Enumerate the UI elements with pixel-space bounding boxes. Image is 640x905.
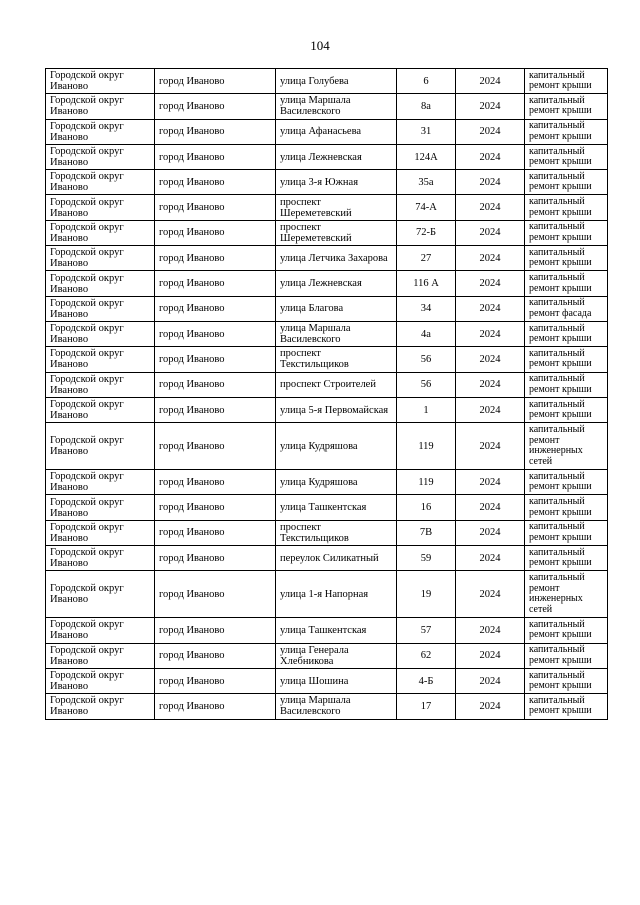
year-cell: 2024 bbox=[456, 94, 525, 119]
district-cell: Городской округ Иваново bbox=[46, 546, 155, 571]
year-cell: 2024 bbox=[456, 170, 525, 195]
district-cell: Городской округ Иваново bbox=[46, 220, 155, 245]
city-cell: город Иваново bbox=[155, 520, 276, 545]
street-cell: улица 3-я Южная bbox=[276, 170, 397, 195]
district-cell: Городской округ Иваново bbox=[46, 668, 155, 693]
work-type-cell: капитальный ремонт крыши bbox=[525, 470, 608, 495]
street-cell: проспект Шереметевский bbox=[276, 195, 397, 220]
work-type-cell: капитальный ремонт крыши bbox=[525, 119, 608, 144]
table-row bbox=[46, 271, 608, 296]
house-number-cell: 56 bbox=[397, 347, 456, 372]
page-number: 104 bbox=[310, 38, 330, 53]
street-cell: проспект Строителей bbox=[276, 372, 397, 397]
city-cell: город Иваново bbox=[155, 618, 276, 643]
city-cell: город Иваново bbox=[155, 296, 276, 321]
house-number-cell: 116 А bbox=[397, 271, 456, 296]
house-number-cell: 35а bbox=[397, 170, 456, 195]
work-type-cell: капитальный ремонт крыши bbox=[525, 643, 608, 668]
table-row bbox=[46, 94, 608, 119]
district-cell: Городской округ Иваново bbox=[46, 423, 155, 470]
year-cell: 2024 bbox=[456, 668, 525, 693]
table-row bbox=[46, 372, 608, 397]
year-cell: 2024 bbox=[456, 321, 525, 346]
street-cell: улица Лежневская bbox=[276, 271, 397, 296]
house-number-cell: 6 bbox=[397, 69, 456, 94]
city-cell: город Иваново bbox=[155, 495, 276, 520]
work-type-cell: капитальный ремонт фасада bbox=[525, 296, 608, 321]
year-cell: 2024 bbox=[456, 195, 525, 220]
district-cell: Городской округ Иваново bbox=[46, 694, 155, 719]
work-type-cell: капитальный ремонт крыши bbox=[525, 271, 608, 296]
table-row bbox=[46, 296, 608, 321]
house-number-cell: 17 bbox=[397, 694, 456, 719]
year-cell: 2024 bbox=[456, 470, 525, 495]
repair-table-body bbox=[46, 69, 608, 720]
street-cell: улица Маршала Василевского bbox=[276, 694, 397, 719]
table-row bbox=[46, 668, 608, 693]
street-cell: улица Голубева bbox=[276, 69, 397, 94]
table-row bbox=[46, 195, 608, 220]
district-cell: Городской округ Иваново bbox=[46, 119, 155, 144]
table-row bbox=[46, 643, 608, 668]
work-type-cell: капитальный ремонт крыши bbox=[525, 170, 608, 195]
district-cell: Городской округ Иваново bbox=[46, 618, 155, 643]
street-cell: улица Благова bbox=[276, 296, 397, 321]
city-cell: город Иваново bbox=[155, 546, 276, 571]
table-row bbox=[46, 220, 608, 245]
work-type-cell: капитальный ремонт крыши bbox=[525, 397, 608, 422]
street-cell: улица Генерала Хлебникова bbox=[276, 643, 397, 668]
table-row bbox=[46, 470, 608, 495]
city-cell: город Иваново bbox=[155, 643, 276, 668]
house-number-cell: 4а bbox=[397, 321, 456, 346]
street-cell: проспект Шереметевский bbox=[276, 220, 397, 245]
table-row bbox=[46, 495, 608, 520]
city-cell: город Иваново bbox=[155, 694, 276, 719]
district-cell: Городской округ Иваново bbox=[46, 520, 155, 545]
year-cell: 2024 bbox=[456, 144, 525, 169]
street-cell: улица Ташкентская bbox=[276, 618, 397, 643]
street-cell: улица Ташкентская bbox=[276, 495, 397, 520]
table-row bbox=[46, 321, 608, 346]
year-cell: 2024 bbox=[456, 397, 525, 422]
district-cell: Городской округ Иваново bbox=[46, 495, 155, 520]
table-row bbox=[46, 397, 608, 422]
work-type-cell: капитальный ремонт крыши bbox=[525, 668, 608, 693]
table-row bbox=[46, 246, 608, 271]
house-number-cell: 119 bbox=[397, 423, 456, 470]
house-number-cell: 19 bbox=[397, 571, 456, 618]
table-row bbox=[46, 520, 608, 545]
street-cell: улица 1-я Напорная bbox=[276, 571, 397, 618]
district-cell: Городской округ Иваново bbox=[46, 144, 155, 169]
work-type-cell: капитальный ремонт инженерных сетей bbox=[525, 571, 608, 618]
city-cell: город Иваново bbox=[155, 321, 276, 346]
house-number-cell: 72-Б bbox=[397, 220, 456, 245]
house-number-cell: 4-Б bbox=[397, 668, 456, 693]
district-cell: Городской округ Иваново bbox=[46, 321, 155, 346]
city-cell: город Иваново bbox=[155, 94, 276, 119]
street-cell: улица Летчика Захарова bbox=[276, 246, 397, 271]
year-cell: 2024 bbox=[456, 495, 525, 520]
year-cell: 2024 bbox=[456, 423, 525, 470]
year-cell: 2024 bbox=[456, 643, 525, 668]
work-type-cell: капитальный ремонт инженерных сетей bbox=[525, 423, 608, 470]
house-number-cell: 1 bbox=[397, 397, 456, 422]
work-type-cell: капитальный ремонт крыши bbox=[525, 195, 608, 220]
work-type-cell: капитальный ремонт крыши bbox=[525, 321, 608, 346]
work-type-cell: капитальный ремонт крыши bbox=[525, 546, 608, 571]
table-row bbox=[46, 571, 608, 618]
work-type-cell: капитальный ремонт крыши bbox=[525, 520, 608, 545]
district-cell: Городской округ Иваново bbox=[46, 571, 155, 618]
house-number-cell: 7В bbox=[397, 520, 456, 545]
city-cell: город Иваново bbox=[155, 119, 276, 144]
work-type-cell: капитальный ремонт крыши bbox=[525, 69, 608, 94]
city-cell: город Иваново bbox=[155, 220, 276, 245]
city-cell: город Иваново bbox=[155, 170, 276, 195]
district-cell: Городской округ Иваново bbox=[46, 470, 155, 495]
city-cell: город Иваново bbox=[155, 372, 276, 397]
house-number-cell: 34 bbox=[397, 296, 456, 321]
city-cell: город Иваново bbox=[155, 668, 276, 693]
street-cell: улица Шошина bbox=[276, 668, 397, 693]
district-cell: Городской округ Иваново bbox=[46, 397, 155, 422]
table-row bbox=[46, 144, 608, 169]
year-cell: 2024 bbox=[456, 618, 525, 643]
district-cell: Городской округ Иваново bbox=[46, 271, 155, 296]
city-cell: город Иваново bbox=[155, 470, 276, 495]
table-row bbox=[46, 694, 608, 719]
house-number-cell: 119 bbox=[397, 470, 456, 495]
street-cell: улица Кудряшова bbox=[276, 423, 397, 470]
house-number-cell: 16 bbox=[397, 495, 456, 520]
table-row bbox=[46, 618, 608, 643]
street-cell: улица Лежневская bbox=[276, 144, 397, 169]
year-cell: 2024 bbox=[456, 520, 525, 545]
city-cell: город Иваново bbox=[155, 397, 276, 422]
table-row bbox=[46, 546, 608, 571]
year-cell: 2024 bbox=[456, 69, 525, 94]
work-type-cell: капитальный ремонт крыши bbox=[525, 495, 608, 520]
table-row bbox=[46, 170, 608, 195]
repair-table bbox=[45, 68, 608, 720]
year-cell: 2024 bbox=[456, 571, 525, 618]
house-number-cell: 31 bbox=[397, 119, 456, 144]
work-type-cell: капитальный ремонт крыши bbox=[525, 372, 608, 397]
year-cell: 2024 bbox=[456, 372, 525, 397]
work-type-cell: капитальный ремонт крыши bbox=[525, 618, 608, 643]
house-number-cell: 124А bbox=[397, 144, 456, 169]
street-cell: улица 5-я Первомайская bbox=[276, 397, 397, 422]
street-cell: улица Маршала Василевского bbox=[276, 321, 397, 346]
city-cell: город Иваново bbox=[155, 246, 276, 271]
house-number-cell: 74-А bbox=[397, 195, 456, 220]
city-cell: город Иваново bbox=[155, 423, 276, 470]
house-number-cell: 59 bbox=[397, 546, 456, 571]
work-type-cell: капитальный ремонт крыши bbox=[525, 246, 608, 271]
work-type-cell: капитальный ремонт крыши bbox=[525, 94, 608, 119]
table-row bbox=[46, 423, 608, 470]
work-type-cell: капитальный ремонт крыши bbox=[525, 144, 608, 169]
year-cell: 2024 bbox=[456, 119, 525, 144]
year-cell: 2024 bbox=[456, 347, 525, 372]
district-cell: Городской округ Иваново bbox=[46, 170, 155, 195]
street-cell: улица Кудряшова bbox=[276, 470, 397, 495]
street-cell: улица Афанасьева bbox=[276, 119, 397, 144]
district-cell: Городской округ Иваново bbox=[46, 372, 155, 397]
city-cell: город Иваново bbox=[155, 144, 276, 169]
city-cell: город Иваново bbox=[155, 271, 276, 296]
house-number-cell: 27 bbox=[397, 246, 456, 271]
district-cell: Городской округ Иваново bbox=[46, 69, 155, 94]
table-row bbox=[46, 69, 608, 94]
year-cell: 2024 bbox=[456, 546, 525, 571]
house-number-cell: 62 bbox=[397, 643, 456, 668]
year-cell: 2024 bbox=[456, 296, 525, 321]
district-cell: Городской округ Иваново bbox=[46, 195, 155, 220]
street-cell: проспект Текстильщиков bbox=[276, 347, 397, 372]
table-row bbox=[46, 119, 608, 144]
district-cell: Городской округ Иваново bbox=[46, 643, 155, 668]
year-cell: 2024 bbox=[456, 220, 525, 245]
district-cell: Городской округ Иваново bbox=[46, 94, 155, 119]
street-cell: переулок Силикатный bbox=[276, 546, 397, 571]
work-type-cell: капитальный ремонт крыши bbox=[525, 694, 608, 719]
work-type-cell: капитальный ремонт крыши bbox=[525, 220, 608, 245]
house-number-cell: 8а bbox=[397, 94, 456, 119]
work-type-cell: капитальный ремонт крыши bbox=[525, 347, 608, 372]
city-cell: город Иваново bbox=[155, 69, 276, 94]
year-cell: 2024 bbox=[456, 694, 525, 719]
house-number-cell: 57 bbox=[397, 618, 456, 643]
city-cell: город Иваново bbox=[155, 347, 276, 372]
table-row bbox=[46, 347, 608, 372]
district-cell: Городской округ Иваново bbox=[46, 296, 155, 321]
year-cell: 2024 bbox=[456, 271, 525, 296]
district-cell: Городской округ Иваново bbox=[46, 347, 155, 372]
house-number-cell: 56 bbox=[397, 372, 456, 397]
district-cell: Городской округ Иваново bbox=[46, 246, 155, 271]
street-cell: проспект Текстильщиков bbox=[276, 520, 397, 545]
year-cell: 2024 bbox=[456, 246, 525, 271]
street-cell: улица Маршала Василевского bbox=[276, 94, 397, 119]
city-cell: город Иваново bbox=[155, 195, 276, 220]
city-cell: город Иваново bbox=[155, 571, 276, 618]
